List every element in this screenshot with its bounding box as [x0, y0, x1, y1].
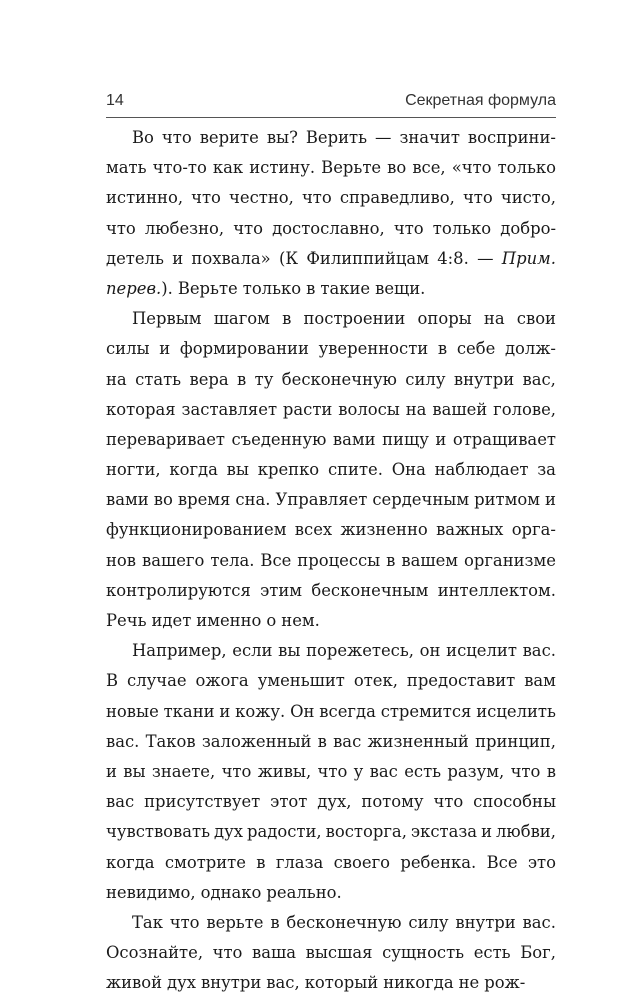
text-line: что любезно, что достославно, что только добро-: [106, 218, 556, 238]
text-line: живой дух внутри вас, который никогда не рож-: [106, 973, 526, 993]
text-line: которая заставляет расти волосы на вашей голове,: [106, 399, 556, 419]
text-line: перев.). Верьте только в такие вещи.: [106, 278, 426, 298]
text-line: Так что верьте в бесконечную силу внутри вас.: [132, 912, 556, 932]
text-line: и вы знаете, что живы, что у вас есть разум, что в: [106, 761, 556, 781]
text-line: вас присутствует этот дух, потому что способны: [106, 792, 556, 812]
paragraph: [106, 123, 556, 304]
text-line: силы и формировании уверенности в себе долж-: [106, 339, 556, 359]
text-line: нов вашего тела. Все процессы в вашем организме: [106, 550, 556, 570]
text-line: переваривает съеденную вами пищу и отращивает: [106, 429, 556, 449]
text-line: детель и похвала» (К Филиппийцам 4:8. — Прим.: [106, 248, 556, 268]
text-line: истинно, что честно, что справедливо, что чисто,: [106, 188, 556, 208]
page-number: 14: [106, 92, 124, 109]
header-rule: [106, 117, 556, 118]
running-title: Секретная формула: [405, 92, 556, 109]
text-line: функционированием всех жизненно важных орга-: [106, 520, 556, 540]
text-line: Например, если вы порежетесь, он исцелит вас.: [132, 641, 556, 661]
text-line: В случае ожога уменьшит отек, предоставит вам: [106, 671, 556, 691]
text-line: Первым шагом в построении опоры на свои: [132, 309, 556, 329]
text-line: ногти, когда вы крепко спите. Она наблюдает за: [106, 460, 556, 480]
text-line: Речь идет именно о нем.: [106, 611, 320, 630]
text-line: невидимо, однако реально.: [106, 882, 342, 902]
text-line: Во что верите вы? Верить — значит восприни-: [132, 128, 556, 147]
text-line: Осознайте, что ваша высшая сущность есть Бог,: [106, 943, 556, 963]
text-line: контролируются этим бесконечным интеллектом.: [106, 580, 556, 600]
text-line: вами во время сна. Управляет сердечным ритмом и: [106, 490, 556, 510]
paragraph: [106, 304, 556, 636]
text-line: мать что-то как истину. Верьте во все, «что только: [106, 158, 556, 178]
running-header: [106, 92, 556, 116]
text-line: новые ткани и кожу. Он всегда стремится исцелить: [106, 701, 556, 721]
text-line: вас. Таков заложенный в вас жизненный принцип,: [106, 731, 556, 751]
text-line: чувствовать дух радости, восторга, экстаза и любви,: [106, 822, 556, 842]
paragraph: [106, 636, 556, 908]
text-line: когда смотрите в глаза своего ребенка. Все это: [106, 852, 556, 872]
paragraph: [106, 908, 556, 999]
body-text: [106, 123, 556, 998]
text-line: на стать вера в ту бесконечную силу внутри вас,: [106, 369, 556, 389]
